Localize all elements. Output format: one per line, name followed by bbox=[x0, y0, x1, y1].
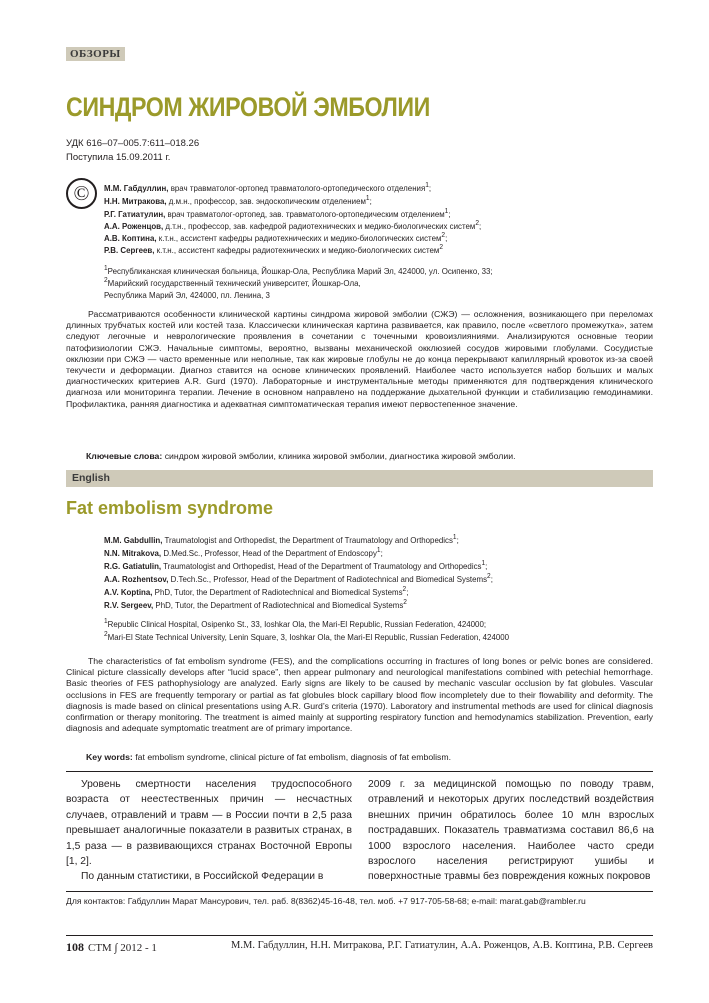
author-ru-2 bbox=[104, 194, 372, 206]
author-en-2 bbox=[104, 546, 383, 558]
author-name: N.N. Mitrakova, bbox=[104, 547, 162, 558]
author-ru-4 bbox=[104, 219, 481, 231]
copyright-icon: © bbox=[66, 178, 97, 209]
english-label: English bbox=[72, 472, 110, 484]
affiliation-en-2 bbox=[104, 630, 509, 642]
body-paragraph: Уровень смертности населения трудоспособного возраста от неестественных причин — несчастных случаев, отравлений и травм — в России почти в 2,5 раза превышает аналогичные показатели в развитых странах, в 1,5 раза — в развивающихся странах Восточной Европы [1, 2]. bbox=[66, 779, 352, 868]
affiliation-ru-3 bbox=[104, 288, 270, 300]
article-title: СИНДРОМ ЖИРОВОЙ ЭМБОЛИИ bbox=[66, 92, 430, 122]
received-date: Поступила 15.09.2011 г. bbox=[66, 152, 171, 163]
author-end: ; bbox=[380, 547, 383, 558]
author-desc: PhD, Tutor, the Department of Radiotechnical and Biomedical Systems bbox=[152, 586, 403, 597]
author-end: ; bbox=[369, 195, 372, 206]
author-name: Р.Г. Гатиатулин, bbox=[104, 208, 166, 219]
affiliation-en-1 bbox=[104, 617, 486, 629]
aff-text: Республиканская клиническая больница, Йошкар-Ола, Республика Марий Эл, 424000, ул. Осипенко, 33; bbox=[107, 265, 493, 276]
author-ru-5 bbox=[104, 231, 447, 243]
author-end: ; bbox=[428, 182, 432, 193]
author-name: R.G. Gatiatulin, bbox=[104, 560, 162, 571]
author-name: А.В. Коптина, bbox=[104, 232, 157, 243]
author-end: ; bbox=[456, 534, 459, 545]
keywords-en bbox=[86, 752, 451, 762]
author-name: A.V. Koptina, bbox=[104, 586, 153, 597]
author-ru-6 bbox=[104, 243, 443, 255]
author-sup: 2 bbox=[475, 219, 480, 227]
page-number: 108 bbox=[66, 940, 84, 954]
keywords-label: Key words: bbox=[86, 752, 133, 762]
aff-text: Республика Марий Эл, 424000, пл. Ленина, 3 bbox=[104, 289, 270, 300]
contact-info: Для контактов: Габдуллин Марат Мансурович, тел. раб. 8(8362)45-16-48, тел. моб. +7 917-705-58-68; e-mail: marat.gab@rambler.ru bbox=[66, 896, 586, 906]
author-end: ; bbox=[485, 560, 488, 571]
aff-sup: 2 bbox=[104, 630, 108, 638]
author-end: ; bbox=[406, 586, 409, 597]
author-sup: 2 bbox=[441, 231, 446, 239]
author-desc: к.т.н., ассистент кафедры радиотехнических и медико-биологических систем bbox=[154, 244, 440, 255]
affiliation-ru-1 bbox=[104, 264, 493, 276]
author-sup: 1 bbox=[444, 207, 449, 215]
article-title-en: Fat embolism syndrome bbox=[66, 498, 274, 518]
author-sup: 1 bbox=[452, 533, 457, 541]
body-column-right bbox=[368, 777, 654, 885]
author-en-3 bbox=[104, 559, 487, 571]
contact-divider bbox=[66, 891, 653, 892]
author-name: А.А. Роженцов, bbox=[104, 220, 164, 231]
udk-code: УДК 616–07–005.7:611–018.26 bbox=[66, 138, 200, 149]
author-desc: д.т.н., профессор, зав. кафедрой радиотехнических и медико-биологических систем bbox=[163, 220, 476, 231]
author-ru-1 bbox=[104, 181, 431, 193]
author-en-5 bbox=[104, 585, 408, 597]
aff-sup: 1 bbox=[104, 617, 108, 625]
author-sup: 2 bbox=[403, 598, 407, 606]
author-en-6 bbox=[104, 598, 407, 610]
author-sup: 2 bbox=[439, 243, 443, 251]
page-footer bbox=[66, 940, 653, 955]
author-name: R.V. Sergeev, bbox=[104, 599, 154, 610]
author-end: ; bbox=[479, 220, 482, 231]
divider bbox=[66, 771, 653, 772]
author-desc: врач травматолог-ортопед, зав. травматолого-ортопедическим отделением bbox=[165, 208, 445, 219]
footer-authors: М.М. Габдуллин, Н.Н. Митракова, Р.Г. Гатиатулин, А.А. Роженцов, А.В. Коптина, Р.В. Сергеев bbox=[231, 940, 653, 951]
keywords-text: fat embolism syndrome, clinical picture of fat embolism, diagnosis of fat embolism. bbox=[132, 752, 452, 762]
author-desc: д.м.н., профессор, зав. эндоскопическим отделением bbox=[166, 195, 366, 206]
aff-text: Mari-El State Technical University, Lenin Square, 3, Ioshkar Ola, the Mari-El Republic, Russian Federation, 424000 bbox=[107, 631, 510, 642]
author-end: ; bbox=[445, 232, 448, 243]
author-en-4 bbox=[104, 572, 493, 584]
aff-sup: 1 bbox=[104, 264, 108, 272]
abstract-en: The characteristics of fat embolism syndrome (FES), and the complications occurring in fractures of long bones or pelvic bones are considered. Clinical picture classically develops after “lucid space”, then appear pulmonary and neurological manifestations combined with petechial hemorrhage. Basic theories of FES pathophysiology are analyzed. Early signs are likely to be caused by mechanic vascular occlusion by fat globules. Vascular occlusions in FES are frequently temporary or partial as fat globules block capillary blood flow incompletely due to their flowability and deformity. The diagnosis is made based on clinical presentations using A.R. Gurd’s criteria (1970). Laboratory and instrumental methods are used for clinical diagnosis confirmation or therapy monitoring. The treatment is aimed mainly at supporting respiratory function and hemodynamics stabilization. Prevention, early diagnosis and adequate symptomatic treatment are of primary importance. bbox=[66, 656, 653, 734]
aff-sup: 2 bbox=[104, 276, 108, 284]
author-sup: 1 bbox=[365, 194, 370, 202]
author-desc: D.Med.Sc., Professor, Head of the Department of Endoscopy bbox=[161, 547, 377, 558]
aff-text: Republic Clinical Hospital, Osipenko St., 33, Ioshkar Ola, the Mari-El Republic, Russian Federation, 424000; bbox=[107, 618, 487, 629]
english-section-bar bbox=[66, 470, 653, 487]
author-end: ; bbox=[490, 573, 493, 584]
body-paragraph: По данным статистики, в Российской Федерации в bbox=[81, 871, 324, 883]
author-sup: 2 bbox=[402, 585, 407, 593]
author-name: M.M. Gabdullin, bbox=[104, 534, 163, 545]
author-end: ; bbox=[448, 208, 451, 219]
journal-issue: СТМ ∫ 2012 - 1 bbox=[88, 942, 157, 954]
author-desc: к.т.н., ассистент кафедры радиотехнических и медико-биологических систем bbox=[156, 232, 442, 243]
author-name: М.М. Габдуллин, bbox=[104, 182, 169, 193]
author-sup: 1 bbox=[425, 181, 429, 189]
body-paragraph: 2009 г. за медицинской помощью по поводу травм, отравлений и некоторых других последствий воздействия внешних причин обратилось более 10 млн взрослых пострадавших. Показатель травматизма составил 86,6 на 1000 взрослого населения. Наиболее часто среди взрослого населения регистрируют ушибы и поверхностные травмы без повреждения кожных покровов bbox=[368, 779, 654, 883]
author-desc: Traumatologist and Orthopedist, the Department of Traumatology and Orthopedics bbox=[162, 534, 453, 545]
footer-divider bbox=[66, 935, 653, 936]
abstract-ru: Рассматриваются особенности клинической картины синдрома жировой эмболии (СЖЭ) — осложнения, возникающего при переломах длинных трубчатых костей или костей таза. Классически клиническая картина развивается, как правило, после «светлого промежутка», затем следуют легочные и неврологические проявления в сочетании с точечными кровоизлияниями. Анализируются основные теории патофизиологии СЖЭ. Начальные симптомы, вероятно, вызваны механической окклюзией сосудов жировыми глобулами. Сосудистые окклюзии при СЖЭ — часто временные или неполные, так как жировые глобулы не до конца перекрывают капиллярный кровоток из-за своей текучести и деформации. Диагноз ставится на основе клинических проявлений. Наиболее часто используется набор больших и малых диагностических критериев A.R. Gurd (1970). Лабораторные и инструментальные методы применяются для подтверждения клинического диагноза или мониторинга терапии. Лечение в основном направлено на поддержание дыхательной функции и стабилизацию гемодинамики. Профилактика, ранняя диагностика и адекватная симптоматическая терапия имеют первостепенное значение. bbox=[66, 309, 653, 409]
author-sup: 1 bbox=[376, 546, 381, 554]
body-column-left bbox=[66, 777, 352, 885]
author-ru-3 bbox=[104, 207, 451, 219]
author-desc: Traumatologist and Orthopedist, Head of the Department of Traumatology and Orthopedics bbox=[161, 560, 482, 571]
author-desc: D.Tech.Sc., Professor, Head of the Department of Radiotechnical and Biomedical Systems bbox=[168, 573, 488, 584]
author-name: Р.В. Сергеев, bbox=[104, 244, 155, 255]
author-name: Н.Н. Митракова, bbox=[104, 195, 167, 206]
author-desc: врач травматолог-ортопед травматолого-ортопедического отделения bbox=[168, 182, 426, 193]
section-tag: ОБЗОРЫ bbox=[66, 47, 125, 61]
author-sup: 2 bbox=[487, 572, 491, 580]
keywords-label: Ключевые слова: bbox=[86, 451, 163, 461]
affiliation-ru-2 bbox=[104, 276, 361, 288]
keywords-text: синдром жировой эмболии, клиника жировой эмболии, диагностика жировой эмболии. bbox=[162, 451, 516, 461]
author-en-1 bbox=[104, 533, 459, 545]
keywords-ru bbox=[86, 451, 516, 461]
aff-text: Марийский государственный технический университет, Йошкар-Ола, bbox=[107, 277, 361, 288]
author-desc: PhD, Tutor, the Department of Radiotechnical and Biomedical Systems bbox=[153, 599, 404, 610]
author-name: A.A. Rozhentsov, bbox=[104, 573, 169, 584]
author-sup: 1 bbox=[481, 559, 486, 567]
